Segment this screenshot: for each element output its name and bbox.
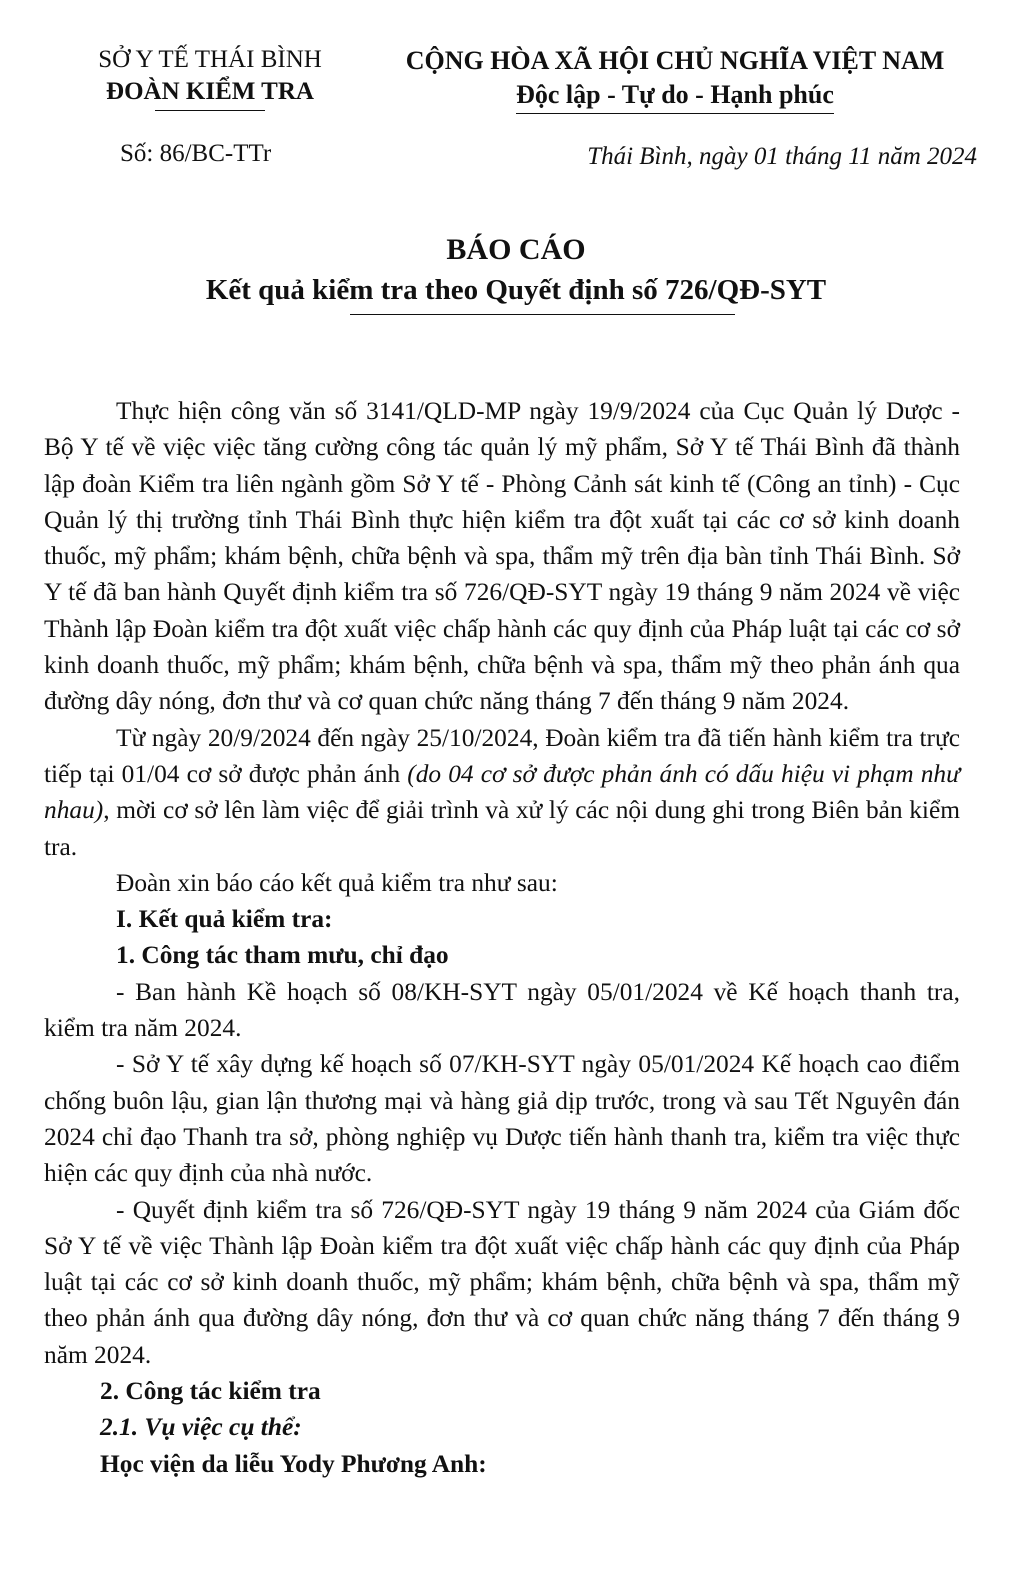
title-underline: [350, 314, 735, 315]
bullet-decision-726: - Quyết định kiểm tra số 726/QĐ-SYT ngày 19 tháng 9 năm 2024 của Giám đốc Sở Y tế về việc Thành lập Đoàn kiểm tra đột xuất việc chấp hành các quy định của Pháp luật tại các cơ sở kinh doanh thuốc, mỹ phẩm; khám bệnh, chữa bệnh và spa, thẩm mỹ theo phản ánh qua đường dây nóng, đơn thư và cơ quan chức năng tháng 7 đến tháng 9 năm 2024.: [44, 1195, 960, 1369]
nation-name: CỘNG HÒA XÃ HỘI CHỦ NGHĨA VIỆT NAM: [405, 46, 945, 75]
report-title: [0, 230, 1032, 310]
place-and-date: Thái Bình, ngày 01 tháng 11 năm 2024: [587, 143, 977, 170]
subsection-heading-inspection: 2. Công tác kiểm tra: [100, 1377, 321, 1406]
agency-underline: [155, 110, 265, 111]
agency-name: SỞ Y TẾ THÁI BÌNH: [98, 46, 322, 73]
paragraph-inspection-period: [44, 720, 960, 865]
paragraph-inspection-period-text-a: Từ ngày 20/9/2024 đến ngày 25/10/2024, Đoàn kiểm tra đã tiến hành kiểm tra trực tiếp tại 01/04 cơ sở được phản ánh: [44, 723, 960, 788]
report-title-main: BÁO CÁO: [446, 233, 586, 266]
section-heading-results: I. Kết quả kiểm tra:: [116, 905, 333, 934]
national-header-block: [405, 44, 945, 114]
subsection-heading-specific-case: 2.1. Vụ việc cụ thể:: [100, 1413, 302, 1442]
document-number: Số: 86/BC-TTr: [120, 140, 272, 167]
paragraph-background: Thực hiện công văn số 3141/QLD-MP ngày 19/9/2024 của Cục Quản lý Dược - Bộ Y tế về việc việc tăng cường công tác quản lý mỹ phẩm, Sở Y tế Thái Bình đã thành lập đoàn Kiểm tra liên ngành gồm Sở Y tế - Phòng Cảnh sát kinh tế (Công an tỉnh) - Cục Quản lý thị trường tỉnh Thái Bình thực hiện kiểm tra đột xuất tại các cơ sở kinh doanh thuốc, mỹ phẩm; khám bệnh, chữa bệnh và spa, thẩm mỹ trên địa bàn tỉnh Thái Bình. Sở Y tế đã ban hành Quyết định kiểm tra số 726/QĐ-SYT ngày 19 tháng 9 năm 2024 về việc Thành lập Đoàn kiểm tra đột xuất việc chấp hành các quy định của Pháp luật tại các cơ sở kinh doanh thuốc, mỹ phẩm; khám bệnh, chữa bệnh và spa, thẩm mỹ theo phản ánh qua đường dây nóng, đơn thư và cơ quan chức năng tháng 7 đến tháng 9 năm 2024.: [44, 397, 960, 716]
bullet-plan-08: - Ban hành Kề hoạch số 08/KH-SYT ngày 05/01/2024 về Kế hoạch thanh tra, kiểm tra năm 2024.: [44, 977, 960, 1043]
inspection-team-name: ĐOÀN KIỂM TRA: [106, 78, 314, 105]
bullet-plan-07: - Sở Y tế xây dựng kế hoạch số 07/KH-SYT ngày 05/01/2024 Kế hoạch cao điểm chống buôn lậu, gian lận thương mại và hàng giả dịp trước, trong và sau Tết Nguyên đán 2024 chỉ đạo Thanh tra sở, phòng nghiệp vụ Dược tiến hành thanh tra, kiểm tra việc thực hiện các quy định của nhà nước.: [44, 1050, 960, 1188]
paragraph-intro-results: Đoàn xin báo cáo kết quả kiểm tra như sau:: [116, 868, 558, 897]
national-motto: Độc lập - Tự do - Hạnh phúc: [516, 78, 834, 114]
case-subject-name: Học viện da liễu Yody Phương Anh:: [100, 1449, 487, 1478]
paragraph-inspection-period-text-c: , mời cơ sở lên làm việc để giải trình và xử lý các nội dung ghi trong Biên bản kiểm tra.: [44, 796, 960, 861]
report-title-subject: Kết quả kiểm tra theo Quyết định số 726/QĐ-SYT: [205, 274, 827, 306]
issuing-agency-block: [55, 44, 365, 111]
report-body: [44, 393, 960, 1482]
paragraph-inspection-period-note: (do 04 cơ sở được phản ánh có dấu hiệu vi phạm như nhau): [44, 759, 960, 825]
subsection-heading-advisory: 1. Công tác tham mưu, chỉ đạo: [116, 941, 449, 970]
